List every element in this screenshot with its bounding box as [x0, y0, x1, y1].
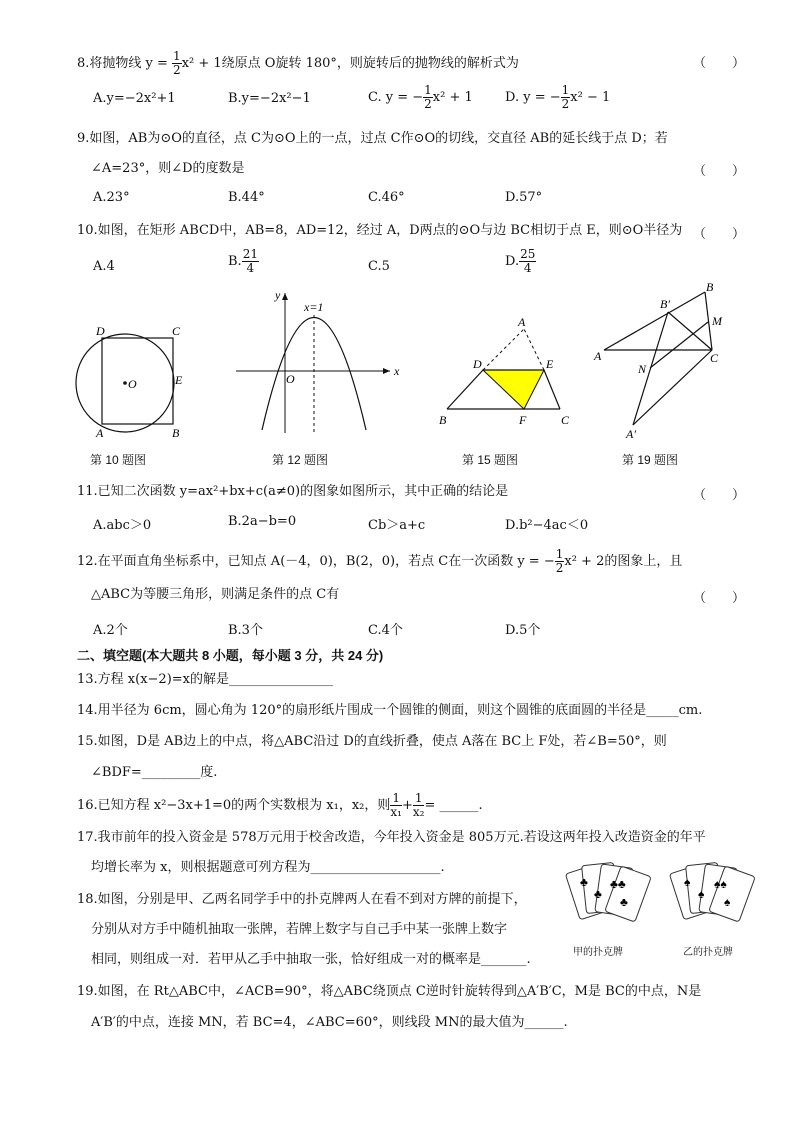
- q9-option-a[interactable]: A.23°: [93, 190, 130, 205]
- yi-cards: [669, 862, 755, 922]
- q8-option-d[interactable]: D. y = − $\frac{1}{2}$ x² − 1: [505, 83, 611, 111]
- q13: 13.方程 x(x−2)=x的解是________________: [77, 672, 334, 687]
- playing-cards-illustration: [566, 858, 766, 938]
- q18-line3: 相同，则组成一对．若甲从乙手中抽取一张，恰好组成一对的概率是_______.: [91, 952, 531, 967]
- q11-option-c[interactable]: Cb＞a+c: [368, 518, 426, 533]
- caption-figure-10: 第 10 题图: [90, 453, 147, 467]
- svg-text:E: E: [175, 373, 183, 387]
- q12-option-a[interactable]: A.2个: [93, 623, 128, 638]
- q19-line2: A′B′的中点，连接 MN，若 BC=4，∠ABC=60°，则线段 MN的最大值为______.: [91, 1015, 568, 1030]
- q11-option-b[interactable]: B.2a−b=0: [228, 514, 297, 529]
- svg-text:A: A: [594, 349, 602, 363]
- q9-option-b[interactable]: B.44°: [228, 190, 265, 205]
- svg-text:N: N: [638, 362, 647, 376]
- q10-answer-paren[interactable]: （ ）: [693, 227, 746, 242]
- q11-option-a[interactable]: A.abc＞0: [93, 518, 152, 533]
- q10-option-c[interactable]: C.5: [368, 259, 390, 274]
- caption-figure-12: 第 12 题图: [272, 453, 329, 467]
- q8-option-a[interactable]: A.y=−2x²+1: [93, 91, 176, 106]
- q15-line2: ∠BDF=_________度.: [91, 765, 218, 780]
- q10-option-a[interactable]: A.4: [93, 259, 115, 274]
- svg-text:D: D: [473, 357, 482, 371]
- q12-line2: △ABC为等腰三角形，则满足条件的点 C有: [91, 587, 340, 602]
- svg-text:A: A: [96, 426, 104, 440]
- q9-line1: 9.如图，AB为⊙O的直径，点 C为⊙O上的一点，过点 C作⊙O的切线，交直径 AB的延长线于点 D；若: [77, 131, 668, 146]
- caption-jia-cards: 甲的扑克牌: [573, 947, 623, 958]
- q10-option-b[interactable]: B. $\frac{21}{4}$: [228, 247, 258, 275]
- svg-text:O: O: [286, 372, 295, 386]
- svg-text:B: B: [706, 280, 714, 294]
- svg-text:B: B: [439, 413, 447, 427]
- svg-text:♠: ♠: [684, 875, 691, 889]
- axis-of-symmetry-label: x=1: [304, 300, 324, 314]
- svg-text:B′: B′: [660, 297, 670, 311]
- svg-text:C: C: [710, 351, 719, 365]
- q15-line1: 15.如图，D是 AB边上的中点，将△ABC沿过 D的直线折叠，使点 A落在 BC上 F处，若∠B=50°，则: [77, 734, 667, 749]
- svg-text:C: C: [561, 413, 570, 427]
- q11-stem: 11.已知二次函数 y=ax²+bx+c(a≠0)的图象如图所示，其中正确的结论是: [77, 484, 509, 499]
- q12-option-d[interactable]: D.5个: [505, 623, 541, 638]
- q8-stem: 8.将抛物线 y = $\frac{1}{2}$ x² + 1绕原点 O旋转 180°，则旋转后的抛物线的解析式为: [77, 49, 519, 77]
- svg-text:x: x: [394, 364, 400, 378]
- figure-12: [232, 285, 400, 435]
- figure-19: [588, 280, 733, 440]
- section-2-heading: 二、填空题(本大题共 8 小题，每小题 3 分，共 24 分): [77, 648, 384, 663]
- q8-answer-paren[interactable]: （ ）: [693, 56, 746, 71]
- folded-triangle: [483, 370, 544, 409]
- caption-figure-15: 第 15 题图: [462, 453, 519, 467]
- caption-yi-cards: 乙的扑克牌: [683, 947, 733, 958]
- svg-text:♠♠: ♠♠: [714, 877, 727, 891]
- q17-line1: 17.我市前年的投入资金是 578万元用于校舍改造，今年投入资金是 805万元.若设这两年投入改造资金的年平: [77, 830, 706, 845]
- q18-line1: 18.如图，分别是甲、乙两名同学手中的扑克牌两人在看不到对方牌的前提下，: [77, 892, 527, 907]
- svg-text:A′: A′: [626, 427, 636, 441]
- svg-text:♣: ♣: [620, 895, 628, 909]
- svg-text:♣♣: ♣♣: [610, 877, 626, 891]
- svg-text:E: E: [546, 357, 554, 371]
- q9-line2: ∠A=23°，则∠D的度数是: [91, 161, 245, 176]
- svg-text:F: F: [519, 413, 527, 427]
- q8-option-c[interactable]: C. y = − $\frac{1}{2}$ x² + 1: [368, 83, 473, 111]
- svg-text:♠: ♠: [724, 895, 731, 909]
- q8-fraction: $\frac{1}{2}$: [173, 49, 181, 77]
- q8-option-b[interactable]: B.y=−2x²−1: [228, 91, 311, 106]
- q16: 16.已知方程 x²−3x+1=0的两个实数根为 x₁，x₂，则 $\frac{1}{\text{x₁}}$ + $\frac{1}{\text{x₂}}$ = ______.: [77, 791, 483, 819]
- svg-text:O: O: [128, 377, 137, 391]
- q10-stem: 10.如图，在矩形 ABCD中，AB=8，AD=12，经过 A，D两点的⊙O与边 BC相切于点 E，则⊙O半径为: [77, 223, 683, 238]
- q9-answer-paren[interactable]: （ ）: [693, 164, 746, 179]
- svg-text:♣: ♣: [580, 875, 588, 889]
- svg-text:M: M: [712, 314, 722, 328]
- q17-line2: 均增长率为 x，则根据题意可列方程为____________________.: [91, 860, 445, 875]
- figure-15: [435, 312, 575, 432]
- svg-text:D: D: [96, 324, 105, 338]
- q10-option-d[interactable]: D. $\frac{25}{4}$: [505, 247, 536, 275]
- caption-figure-19: 第 19 题图: [622, 453, 679, 467]
- q9-option-d[interactable]: D.57°: [505, 190, 543, 205]
- svg-text:♠: ♠: [698, 887, 705, 901]
- svg-text:A: A: [518, 315, 526, 329]
- q12-option-b[interactable]: B.3个: [228, 623, 263, 638]
- figure-10: [70, 320, 190, 445]
- jia-cards: [565, 862, 651, 922]
- q12-option-c[interactable]: C.4个: [368, 623, 403, 638]
- q11-option-d[interactable]: D.b²−4ac＜0: [505, 518, 589, 533]
- q12-answer-paren[interactable]: （ ）: [693, 591, 746, 606]
- q9-option-c[interactable]: C.46°: [368, 190, 405, 205]
- svg-text:y: y: [275, 288, 281, 302]
- q19-line1: 19.如图，在 Rt△ABC中，∠ACB=90°，将△ABC绕顶点 C逆时针旋转得到△A′B′C，M是 BC的中点，N是: [77, 984, 702, 999]
- q12-line1: 12.在平面直角坐标系中，已知点 A(－4，0)，B(2，0)，若点 C在一次函数 y = − $\frac{1}{2}$ x² + 2的图象上，且: [77, 547, 683, 575]
- q11-answer-paren[interactable]: （ ）: [693, 488, 746, 503]
- svg-text:♣: ♣: [594, 887, 602, 901]
- q18-line2: 分别从对方手中随机抽取一张牌，若牌上数字与自己手中某一张牌上数字: [91, 922, 508, 937]
- q14: 14.用半径为 6cm，圆心角为 120°的扇形纸片围成一个圆锥的侧面，则这个圆锥的底面圆的半径是_____cm.: [77, 703, 703, 718]
- svg-text:C: C: [172, 324, 181, 338]
- svg-text:B: B: [172, 426, 180, 440]
